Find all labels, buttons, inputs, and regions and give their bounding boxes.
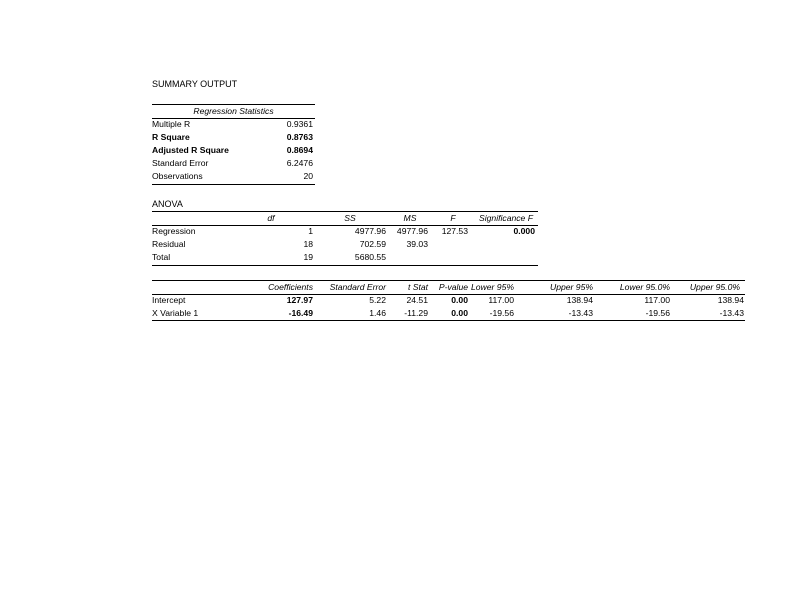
anova-df: 1 bbox=[308, 226, 313, 236]
reg-stat-label: Adjusted R Square bbox=[152, 145, 229, 155]
coef-header-coefficients: Coefficients bbox=[268, 282, 313, 292]
anova-header-df: df bbox=[267, 213, 275, 223]
coef-lower-95: -19.56 bbox=[489, 308, 514, 318]
coef-upper-95-0: -13.43 bbox=[719, 308, 744, 318]
coef-header-p-value: P-value bbox=[438, 282, 468, 292]
coef-p-value: 0.00 bbox=[451, 308, 468, 318]
anova-row-label: Regression bbox=[152, 226, 196, 236]
anova-df: 19 bbox=[303, 252, 313, 262]
reg-stats-top-rule bbox=[152, 104, 315, 105]
coef-row-label: X Variable 1 bbox=[152, 308, 199, 318]
coef-lower-95-0: 117.00 bbox=[644, 295, 670, 305]
anova-ms: 39.03 bbox=[406, 239, 428, 249]
coef-se: 1.46 bbox=[369, 308, 386, 318]
coef-value: 127.97 bbox=[286, 295, 313, 305]
summary-title: SUMMARY OUTPUT bbox=[152, 79, 238, 89]
anova-ss: 702.59 bbox=[359, 239, 386, 249]
anova-df: 18 bbox=[303, 239, 313, 249]
anova-title: ANOVA bbox=[152, 199, 183, 209]
coef-lower-95: 117.00 bbox=[488, 295, 514, 305]
coef-upper-95: 138.94 bbox=[566, 295, 593, 305]
anova-header-sigf: Significance F bbox=[479, 213, 533, 223]
reg-stats-header: Regression Statistics bbox=[193, 106, 274, 116]
coef-bottom-rule bbox=[152, 320, 745, 321]
reg-stat-value: 0.8694 bbox=[286, 145, 313, 155]
anova-ss: 5680.55 bbox=[354, 252, 386, 262]
coef-t-stat: -11.29 bbox=[404, 308, 428, 318]
coef-header-lower-95: Lower 95% bbox=[471, 282, 514, 292]
anova-header-ms: MS bbox=[403, 213, 417, 223]
coef-top-rule bbox=[152, 280, 745, 281]
anova-sigf: 0.000 bbox=[513, 226, 535, 236]
coef-upper-95: -13.43 bbox=[568, 308, 593, 318]
coef-value: -16.49 bbox=[288, 308, 313, 318]
coef-header-lower-95-0: Lower 95.0% bbox=[619, 282, 670, 292]
reg-stat-value: 20 bbox=[303, 171, 313, 181]
anova-ms: 4977.96 bbox=[396, 226, 428, 236]
reg-stat-label: Standard Error bbox=[152, 158, 209, 168]
coef-header-standard-error: Standard Error bbox=[329, 282, 386, 292]
reg-stat-value: 6.2476 bbox=[286, 158, 313, 168]
coef-header-upper-95: Upper 95% bbox=[550, 282, 593, 292]
anova-ss: 4977.96 bbox=[354, 226, 386, 236]
reg-stat-label: R Square bbox=[152, 132, 190, 142]
coef-lower-95-0: -19.56 bbox=[645, 308, 670, 318]
anova-top-rule bbox=[152, 211, 538, 212]
anova-f: 127.53 bbox=[441, 226, 468, 236]
reg-stat-value: 0.9361 bbox=[286, 119, 313, 129]
coef-upper-95-0: 138.94 bbox=[717, 295, 744, 305]
reg-stat-label: Multiple R bbox=[152, 119, 191, 129]
anova-header-f: F bbox=[450, 213, 456, 223]
coef-header-upper-95-0: Upper 95.0% bbox=[689, 282, 740, 292]
reg-stats-bottom-rule bbox=[152, 184, 315, 185]
anova-bottom-rule bbox=[152, 265, 538, 266]
anova-header-ss: SS bbox=[344, 213, 356, 223]
coef-t-stat: 24.51 bbox=[406, 295, 428, 305]
coef-se: 5.22 bbox=[369, 295, 386, 305]
coef-row-label: Intercept bbox=[152, 295, 186, 305]
coef-p-value: 0.00 bbox=[451, 295, 468, 305]
coef-header-t-stat: t Stat bbox=[407, 282, 428, 292]
reg-stat-value: 0.8763 bbox=[286, 132, 313, 142]
anova-row-label: Residual bbox=[152, 239, 186, 249]
anova-row-label: Total bbox=[152, 252, 171, 262]
reg-stat-label: Observations bbox=[152, 171, 203, 181]
